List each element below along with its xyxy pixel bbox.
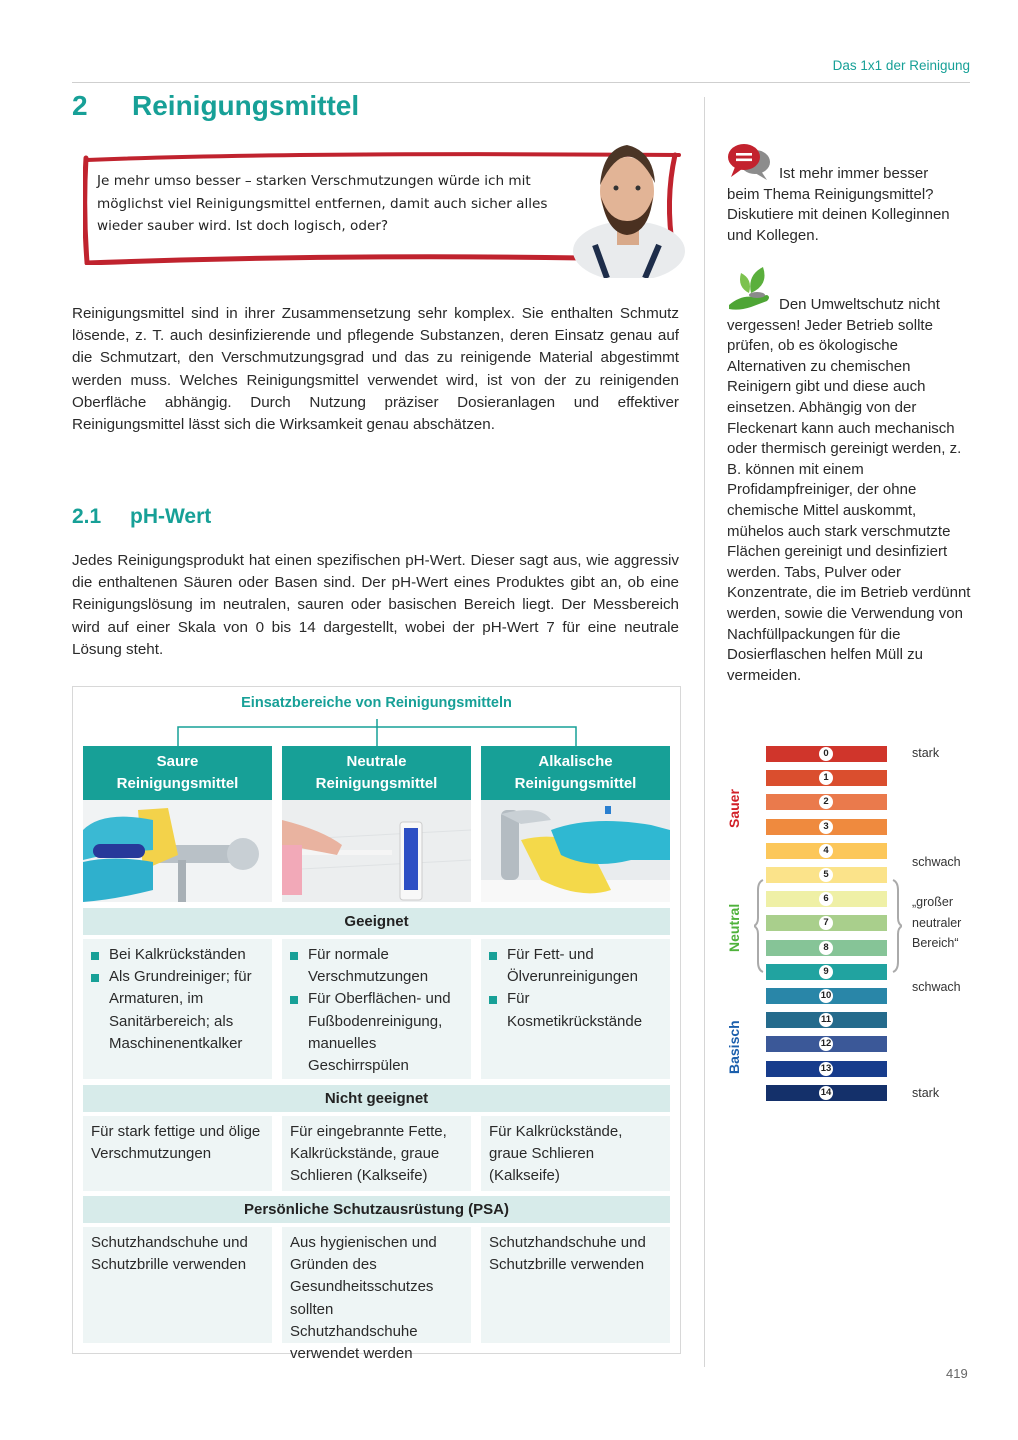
- leaf-hand-icon: [727, 265, 775, 311]
- unsuitable-cell-neutral: Für eingebrannte Fette, Kalkrückstände, graue Schlieren (Kalkseife): [282, 1116, 471, 1191]
- ph-bar-10: [766, 988, 887, 1004]
- table-title: Einsatzbereiche von Reinigungsmitteln: [241, 695, 512, 711]
- chapter-number: 2: [72, 90, 88, 121]
- suitable-cell-alkaline: [481, 939, 670, 1079]
- group-label-acidic: Sauer: [726, 789, 742, 828]
- column-header-line: Reinigungsmittel: [315, 775, 438, 792]
- ph-bar-11: [766, 1012, 887, 1028]
- suitable-item: Für Kosmetikrückstände: [489, 988, 662, 1032]
- ph-value: 11: [820, 1014, 832, 1026]
- ph-value: 8: [819, 941, 833, 955]
- suitable-cell-neutral: [282, 939, 471, 1079]
- unsuitable-cell-alkaline: Für Kalkrückstände, graue Schlieren (Kalkseife): [481, 1116, 670, 1191]
- ph-value: 7: [819, 916, 833, 930]
- band-unsuitable: Nicht geeignet: [83, 1085, 670, 1112]
- suitable-item: Als Grundreiniger; für Armaturen, im Sanitärbereich; als Maschinenentkalker: [91, 966, 264, 1055]
- label-weak-acid: schwach: [912, 855, 961, 869]
- label-weak-base: schwach: [912, 980, 961, 994]
- column-header-line: Alkalische: [538, 753, 613, 770]
- label-strong-base: stark: [912, 1086, 940, 1100]
- label-neutral-range-2: neutraler: [912, 916, 962, 930]
- ph-value: 10: [820, 990, 832, 1001]
- header-divider: [72, 82, 970, 83]
- ppe-cell-alkaline: Schutzhandschuhe und Schutzbrille verwenden: [481, 1227, 670, 1343]
- running-title: Das 1x1 der Reinigung: [832, 58, 970, 73]
- ppe-cell-neutral: Aus hygienischen und Gründen des Gesundheitsschutzes sollten Schutzhandschuhe verwendet werden: [282, 1227, 471, 1343]
- photo-faucet-cleaning: [83, 800, 272, 902]
- ph-value: 0: [819, 747, 833, 761]
- label-strong-acid: stark: [912, 746, 940, 760]
- suitable-item: Für Fett- und Ölverunreinigungen: [489, 944, 662, 988]
- column-header-line: Reinigungsmittel: [514, 775, 637, 792]
- ph-bar-0: [766, 746, 887, 762]
- ppe-cell-acidic: Schutzhandschuhe und Schutzbrille verwenden: [83, 1227, 272, 1343]
- column-divider: [704, 97, 705, 1367]
- photo-sink-wiping: [481, 800, 670, 902]
- column-header-neutral: [282, 746, 471, 800]
- label-neutral-range-1: „großer: [912, 895, 953, 909]
- ph-value: 6: [819, 892, 833, 906]
- ph-bar-2: [766, 794, 887, 810]
- page-number: 419: [946, 1366, 968, 1381]
- ph-value: 13: [820, 1062, 832, 1074]
- ph-paragraph: Jedes Reinigungsprodukt hat einen spezifischen pH-Wert. Dieser sagt aus, wie aggressiv die enthaltenen Säuren oder Basen sind. Der pH-Wert eines Produktes gibt an, ob eine Reinigungslösung im neutralen, sauren oder basischen Bereich liegt. Der Messbereich wird auf einer Skala von 0 bis 14 dargestellt, wobei der pH-Wert 7 für eine neutrale Lösung steht.: [72, 552, 679, 658]
- ph-bar-14: [766, 1085, 887, 1101]
- ph-scale: [720, 740, 980, 1110]
- section-title: pH-Wert: [130, 505, 212, 528]
- column-header-line: Saure: [156, 753, 199, 770]
- ph-value: 12: [820, 1038, 832, 1050]
- ph-value: 9: [819, 965, 833, 979]
- neutral-range-braces: [754, 878, 902, 974]
- band-suitable: Geeignet: [83, 908, 670, 935]
- chapter-title: Reinigungsmittel: [132, 90, 360, 121]
- section-heading: [72, 505, 211, 529]
- section-number: 2.1: [72, 505, 102, 528]
- discussion-lead: Ist mehr immer besser: [779, 165, 929, 182]
- ph-bar-3: [766, 819, 887, 835]
- chef-avatar-photo: [567, 133, 685, 278]
- quote-text: Je mehr umso besser – starken Verschmutzungen würde ich mit möglichst viel Reinigungsmittel entfernen, damit auch sicher alles wieder sauber wird. Ist doch logisch, oder?: [97, 173, 548, 234]
- group-label-basic: Basisch: [726, 1020, 742, 1074]
- suitable-item: Bei Kalkrückständen: [91, 944, 264, 966]
- suitable-item: Für normale Verschmutzungen: [290, 944, 463, 988]
- column-header-alkaline: [481, 746, 670, 800]
- chapter-heading: [72, 90, 359, 122]
- column-header-line: Reinigungsmittel: [116, 775, 239, 792]
- environment-text: vergessen! Jeder Betrieb sollte prüfen, ob es ökologische Alternativen zu chemischen Reinigern gibt und diese auch einsetzen. Abhängig von der Fleckenart kann auch mechanisch oder thermisch gereinigt werden, z. B. können mit einem Profidampfreiniger, der ohne chemische Mittel auskommt, mühelos auch stark verschmutzte Flächen gereinigt und desinfiziert werden. Tabs, Pulver oder Konzentrate, die im Betrieb verdünnt werden, sowie die Verwendung von Nachfüllpackungen für die Dosierflaschen helfen Müll zu vermeiden.: [727, 316, 971, 684]
- table-connector: [73, 687, 682, 747]
- column-header-line: Neutrale: [346, 753, 407, 770]
- suitable-cell-acidic: [83, 939, 272, 1079]
- ph-value: 1: [819, 771, 833, 785]
- ph-bar-13: [766, 1061, 887, 1077]
- ph-bar-12: [766, 1036, 887, 1052]
- ph-value: 3: [819, 820, 833, 834]
- cleaning-agents-table: [72, 686, 681, 1363]
- speech-bubbles-icon: [727, 143, 773, 181]
- intro-paragraph: Reinigungsmittel sind in ihrer Zusammensetzung sehr komplex. Sie enthalten Schmutz lösende, z. T. auch desinfizierende und pflegende Substanzen, deren Einsatz genau auf die Schmutzart, den Verschmutzungsgrad und das zu reinigende Material abgestimmt werden muss. Welches Reinigungsmittel verwendet wird, ist von der zu reinigenden Oberfläche abhängig. Durch Nutzung präziser Dosieranlagen und effektiver Reinigungsmittel lässt sich die Wirksamkeit genau abschätzen.: [72, 305, 679, 434]
- group-label-neutral: Neutral: [726, 903, 742, 952]
- discussion-note: [727, 143, 972, 246]
- band-ppe: Persönliche Schutzausrüstung (PSA): [83, 1196, 670, 1223]
- ph-bar-1: [766, 770, 887, 786]
- suitable-item: Für Oberflächen- und Fußbodenreinigung, manuelles Geschirrspülen: [290, 988, 463, 1077]
- ph-bar-4: [766, 843, 887, 859]
- photo-floor-mopping: [282, 800, 471, 902]
- ph-value: 5: [819, 868, 833, 882]
- ph-value: 4: [819, 844, 833, 858]
- ph-value: 14: [820, 1086, 832, 1098]
- environment-lead: Den Umweltschutz nicht: [779, 296, 940, 313]
- discussion-text: beim Thema Reinigungsmittel? Diskutiere mit deinen Kolleginnen und Kollegen.: [727, 185, 950, 244]
- unsuitable-cell-acidic: Für stark fettige und ölige Verschmutzungen: [83, 1116, 272, 1191]
- column-header-acidic: [83, 746, 272, 800]
- environment-note: [727, 265, 972, 686]
- label-neutral-range-3: Bereich“: [912, 936, 959, 950]
- ph-value: 2: [819, 795, 833, 809]
